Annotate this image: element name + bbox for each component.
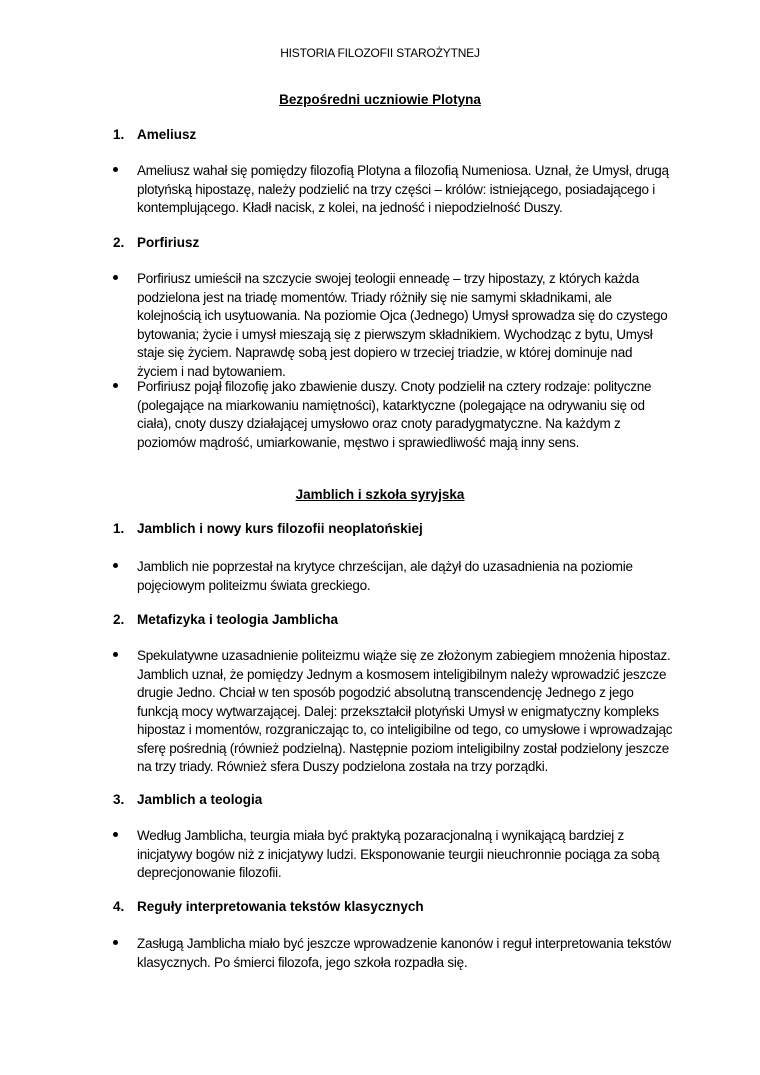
section-title-iamblichus: Jamblich i szkoła syryjska — [295, 487, 465, 502]
item-heading-jamblich-nowy-kurs — [113, 521, 423, 536]
paragraph: Ameliusz wahał się pomiędzy filozofią Plotyna a filozofią Numeniosa. Uznał, że Umysł, drugą plotyńską hipostazę, należy podzielić na trzy części – królów: istniejącego, posiadającego i kontemplującego. Kładł nacisk, z kolei, na jedność i niepodzielność Duszy. — [137, 163, 669, 215]
item-number: 2. — [113, 612, 125, 627]
item-title: Porfiriusz — [137, 235, 200, 250]
list-item — [113, 378, 673, 452]
bullet-icon — [113, 652, 118, 657]
list-item — [113, 935, 673, 972]
item-title: Reguły interpretowania tekstów klasycznych — [137, 899, 424, 914]
item-title: Jamblich a teologia — [137, 792, 263, 807]
item-number: 4. — [113, 899, 125, 914]
list-item — [113, 270, 673, 381]
item-number: 1. — [113, 127, 125, 142]
bullet-icon — [113, 383, 118, 388]
item-number: 1. — [113, 521, 125, 536]
item-title: Ameliusz — [137, 127, 197, 142]
section-title-plotinus-students: Bezpośredni uczniowie Plotyna — [279, 92, 481, 107]
item-heading-metafizyka — [113, 612, 338, 627]
paragraph: Według Jamblicha, teurgia miała być praktyką pozaracjonalną i wynikającą bardziej z inicjatywy bogów niż z inicjatywy ludzi. Eksponowanie teurgii nieuchronnie pociąga za sobą deprecjonowanie filozofii. — [137, 828, 660, 880]
bullet-icon — [113, 167, 118, 172]
page-header: HISTORIA FILOZOFII STAROŻYTNEJ — [280, 46, 480, 60]
list-item — [113, 558, 673, 595]
bullet-icon — [113, 940, 118, 945]
paragraph: Jamblich nie poprzestał na krytyce chrześcijan, ale dążył do uzasadnienia na poziomie pojęciowym politeizmu świata greckiego. — [137, 559, 633, 593]
list-item — [113, 647, 673, 777]
item-heading-teologia — [113, 792, 262, 807]
item-number: 3. — [113, 792, 125, 807]
item-title: Metafizyka i teologia Jamblicha — [137, 612, 339, 627]
paragraph: Porfiriusz pojął filozofię jako zbawienie duszy. Cnoty podzielił na cztery rodzaje: polityczne (polegające na miarkowaniu namiętności), katarktyczne (polegające na odrywaniu się od ciała), cnoty duszy działającej umysłowo oraz cnoty paradygmatyczne. Na każdym z poziomów mądrość, umiarkowanie, męstwo i sprawiedliwość mają inny sens. — [137, 379, 652, 450]
paragraph: Zasługą Jamblicha miało być jeszcze wprowadzenie kanonów i reguł interpretowania tekstów klasycznych. Po śmierci filozofa, jego szkoła rozpadła się. — [137, 936, 672, 970]
list-item — [113, 827, 673, 883]
item-heading-ameliusz — [113, 127, 196, 142]
item-number: 2. — [113, 235, 125, 250]
bullet-icon — [113, 563, 118, 568]
bullet-icon — [113, 832, 118, 837]
item-heading-reguly — [113, 899, 424, 914]
item-heading-porfiriusz — [113, 235, 199, 250]
paragraph: Porfiriusz umieścił na szczycie swojej teologii enneadę – trzy hipostazy, z których każda podzielona jest na triadę momentów. Triady różniły się nie samymi składnikami, ale kolejnością ich usytuowania. Na poziomie Ojca (Jednego) Umysł sprowadza się do czystego bytowania; życie i umysł mieszają się z pierwszym składnikiem. Wychodząc z bytu, Umysł staje się życiem. Naprawdę sobą jest dopiero w trzeciej triadzie, w której dominuje nad życiem i nad bytowaniem. — [137, 271, 668, 379]
list-item — [113, 162, 673, 218]
paragraph: Spekulatywne uzasadnienie politeizmu wiąże się ze złożonym zabiegiem mnożenia hipostaz. Jamblich uznał, że pomiędzy Jednym a kosmosem inteligibilnym należy wprowadzić jeszcze drugie Jedno. Chciał w ten sposób pogodzić absolutną transcendencję Jednego z jego funkcją mocy wytwarzającej. Dalej: przekształcił plotyński Umysł w enigmatyczny kompleks hipostaz i momentów, rozgraniczając to, co inteligibilne od tego, co umysłowe i wprowadzając sferę pośrednią (również podzielną). Następnie poziom inteligibilny został podzielony jeszcze na trzy triady. Również sfera Duszy podzielona została na trzy porządki. — [137, 648, 673, 774]
item-title: Jamblich i nowy kurs filozofii neoplatońskiej — [137, 521, 423, 536]
bullet-icon — [113, 275, 118, 280]
